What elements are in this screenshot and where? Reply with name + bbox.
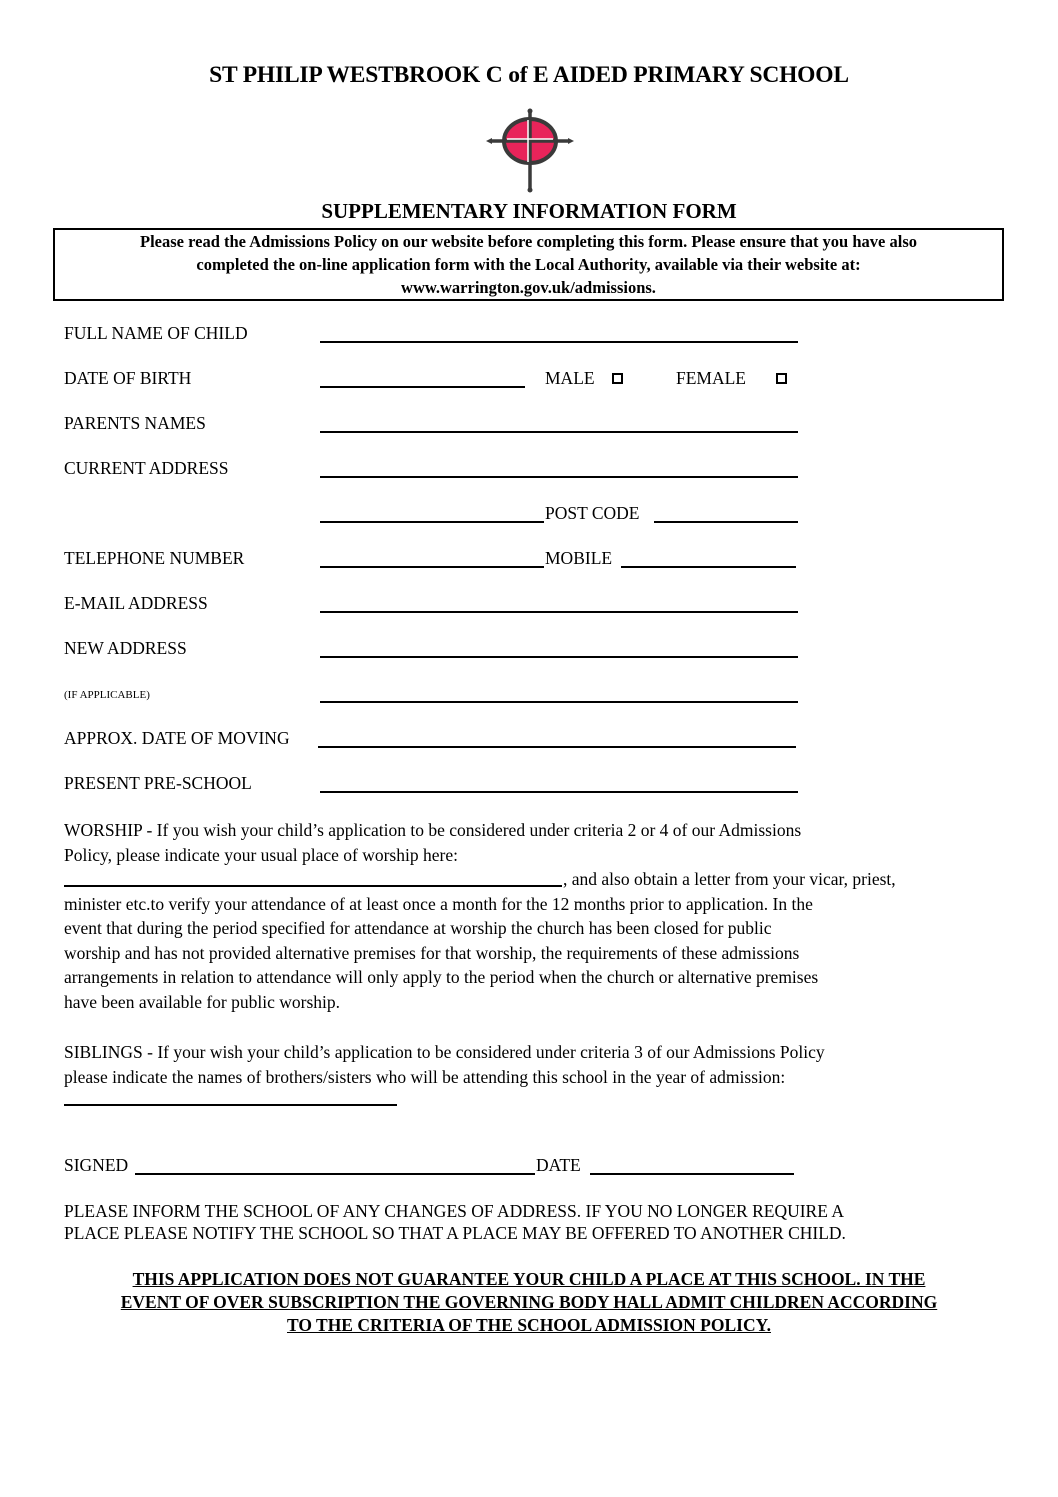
post-code-label: POST CODE xyxy=(545,503,640,523)
worship-line: WORSHIP - If you wish your child’s application to be considered under criteria 2 or 4 of our Admissions xyxy=(64,820,802,840)
worship-paragraph xyxy=(64,818,994,1014)
siblings-field[interactable] xyxy=(64,1104,397,1106)
worship-line: Policy, please indicate your usual place of worship here: xyxy=(64,844,458,865)
parents-names-field[interactable] xyxy=(320,431,798,433)
worship-line: minister etc.to verify your attendance of at least once a month for the 12 months prior to application. In the xyxy=(64,893,813,914)
guarantee-warning xyxy=(0,1268,1058,1337)
female-label: FEMALE xyxy=(676,368,746,388)
current-address-field[interactable] xyxy=(320,476,798,478)
male-label: MALE xyxy=(545,368,595,388)
email-label: E-MAIL ADDRESS xyxy=(64,593,208,613)
school-name: ST PHILIP WESTBROOK C of E AIDED PRIMARY SCHOOL xyxy=(209,62,849,88)
parents-names-label: PARENTS NAMES xyxy=(64,413,206,433)
siblings-paragraph xyxy=(64,1040,994,1089)
signature-date-field[interactable] xyxy=(590,1173,794,1175)
male-checkbox[interactable] xyxy=(612,373,623,384)
pre-school-field[interactable] xyxy=(320,791,798,793)
inform-line: PLEASE INFORM THE SCHOOL OF ANY CHANGES OF ADDRESS. IF YOU NO LONGER REQUIRE A xyxy=(64,1201,844,1221)
post-code-field[interactable] xyxy=(654,521,798,523)
worship-line: arrangements in relation to attendance will only apply to the period when the church or alternative premises xyxy=(64,967,819,987)
notice-line: www.warrington.gov.uk/admissions. xyxy=(401,278,656,297)
full-name-field[interactable] xyxy=(320,341,798,343)
current-address-label: CURRENT ADDRESS xyxy=(64,458,229,478)
pre-school-label: PRESENT PRE-SCHOOL xyxy=(64,773,252,793)
inform-notice xyxy=(64,1200,994,1244)
date-of-birth-field[interactable] xyxy=(320,386,525,388)
form-title: SUPPLEMENTARY INFORMATION FORM xyxy=(321,199,737,223)
warning-line: THIS APPLICATION DOES NOT GUARANTEE YOUR CHILD A PLACE AT THIS SCHOOL. IN THE xyxy=(132,1269,926,1289)
worship-line: worship and has not provided alternative premises for that worship, the requirements of these admissions xyxy=(64,942,800,963)
siblings-line: SIBLINGS - If your wish your child’s application to be considered under criteria 3 of our Admissions Policy xyxy=(64,1042,825,1062)
moving-date-field[interactable] xyxy=(318,746,796,748)
inform-line: PLACE PLEASE NOTIFY THE SCHOOL SO THAT A PLACE MAY BE OFFERED TO ANOTHER CHILD. xyxy=(64,1223,846,1243)
admissions-notice-box xyxy=(53,228,1004,301)
worship-line: event that during the period specified for attendance at worship the church has been closed for public xyxy=(64,918,772,938)
notice-line: Please read the Admissions Policy on our website before completing this form. Please ensure that you have also xyxy=(140,232,917,251)
warning-line: TO THE CRITERIA OF THE SCHOOL ADMISSION POLICY. xyxy=(287,1315,771,1335)
warning-line: EVENT OF OVER SUBSCRIPTION THE GOVERNING BODY HALL ADMIT CHILDREN ACCORDING xyxy=(120,1292,938,1312)
current-address-line2-field[interactable] xyxy=(320,521,544,523)
mobile-field[interactable] xyxy=(621,566,796,568)
telephone-field[interactable] xyxy=(320,566,544,568)
if-applicable-label: (IF APPLICABLE) xyxy=(64,689,150,701)
cross-in-circle-icon xyxy=(480,108,580,194)
new-address-line2-field[interactable] xyxy=(320,701,798,703)
worship-place-row xyxy=(64,867,994,892)
female-checkbox[interactable] xyxy=(776,373,787,384)
signed-label: SIGNED xyxy=(64,1155,129,1175)
moving-date-label: APPROX. DATE OF MOVING xyxy=(64,728,290,748)
new-address-label: NEW ADDRESS xyxy=(64,638,187,658)
siblings-line: please indicate the names of brothers/sisters who will be attending this school in the year of admission: xyxy=(64,1066,786,1087)
worship-line: have been available for public worship. xyxy=(64,991,341,1012)
date-of-birth-label: DATE OF BIRTH xyxy=(64,368,192,388)
new-address-field[interactable] xyxy=(320,656,798,658)
email-field[interactable] xyxy=(320,611,798,613)
worship-place-field[interactable] xyxy=(64,885,562,887)
signature-field[interactable] xyxy=(135,1173,535,1175)
mobile-label: MOBILE xyxy=(545,548,613,568)
telephone-label: TELEPHONE NUMBER xyxy=(64,548,245,568)
date-label: DATE xyxy=(536,1155,581,1175)
full-name-label: FULL NAME OF CHILD xyxy=(64,323,248,343)
notice-line: completed the on-line application form with the Local Authority, available via their website at: xyxy=(196,255,861,274)
worship-line: , and also obtain a letter from your vicar, priest, xyxy=(563,869,896,889)
